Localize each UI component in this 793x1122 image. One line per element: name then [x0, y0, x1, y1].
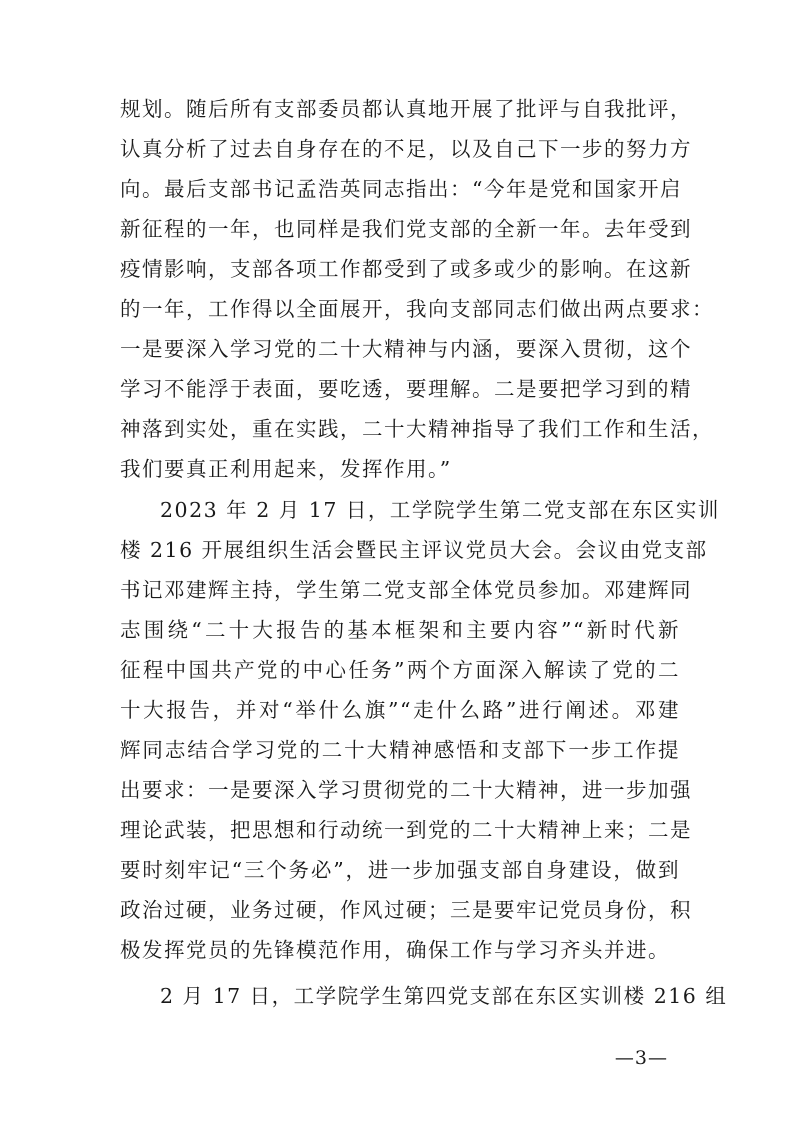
paragraph-1-line-9: 神落到实处，重在实践，二十大精神指导了我们工作和生活，: [120, 417, 714, 441]
paragraph-1-line-1: 规划。随后所有支部委员都认真地开展了批评与自我批评，: [120, 97, 692, 121]
paragraph-1-line-3: 向。最后支部书记孟浩英同志指出：“今年是党和国家开启: [120, 177, 682, 201]
paragraph-1-line-10: 我们要真正利用起来，发挥作用。”: [120, 457, 452, 481]
paragraph-2-line-4: 志围绕“二十大报告的基本框架和主要内容”“新时代新: [120, 618, 680, 642]
paragraph-1-line-4: 新征程的一年，也同样是我们党支部的全新一年。去年受到: [120, 217, 692, 241]
paragraph-2-line-2: 楼 216 开展组织生活会暨民主评议党员大会。会议由党支部: [120, 538, 708, 562]
paragraph-2-line-3: 书记邓建辉主持，学生第二党支部全体党员参加。邓建辉同: [120, 578, 692, 602]
paragraph-3-line-1: 2 月 17 日，工学院学生第四党支部在东区实训楼 216 组: [160, 984, 728, 1008]
paragraph-2-line-12: 极发挥党员的先锋模范作用，确保工作与学习齐头并进。: [120, 938, 670, 962]
paragraph-2-line-1: 2023 年 2 月 17 日，工学院学生第二党支部在东区实训: [160, 498, 720, 522]
paragraph-2-line-7: 辉同志结合学习党的二十大精神感悟和支部下一步工作提: [120, 738, 680, 762]
paragraph-2-line-8: 出要求：一是要深入学习贯彻党的二十大精神，进一步加强: [120, 778, 692, 802]
paragraph-1-line-8: 学习不能浮于表面，要吃透，要理解。二是要把学习到的精: [120, 377, 692, 401]
paragraph-2-line-6: 十大报告，并对“举什么旗”“走什么路”进行阐述。邓建: [120, 698, 680, 722]
paragraph-2-line-11: 政治过硬，业务过硬，作风过硬；三是要牢记党员身份，积: [120, 898, 692, 922]
paragraph-1-line-7: 一是要深入学习党的二十大精神与内涵，要深入贯彻，这个: [120, 337, 692, 361]
paragraph-2-line-9: 理论武装，把思想和行动统一到党的二十大精神上来；二是: [120, 818, 692, 842]
paragraph-1-line-6: 的一年，工作得以全面展开，我向支部同志们做出两点要求：: [120, 297, 714, 321]
paragraph-1-line-5: 疫情影响，支部各项工作都受到了或多或少的影响。在这新: [120, 257, 692, 281]
paragraph-2-line-10: 要时刻牢记“三个务必”，进一步加强支部自身建设，做到: [120, 858, 680, 882]
page-number: —3—: [614, 1047, 668, 1069]
paragraph-1-line-2: 认真分析了过去自身存在的不足，以及自己下一步的努力方: [120, 137, 692, 161]
paragraph-2-line-5: 征程中国共产党的中心任务”两个方面深入解读了党的二: [120, 658, 680, 682]
